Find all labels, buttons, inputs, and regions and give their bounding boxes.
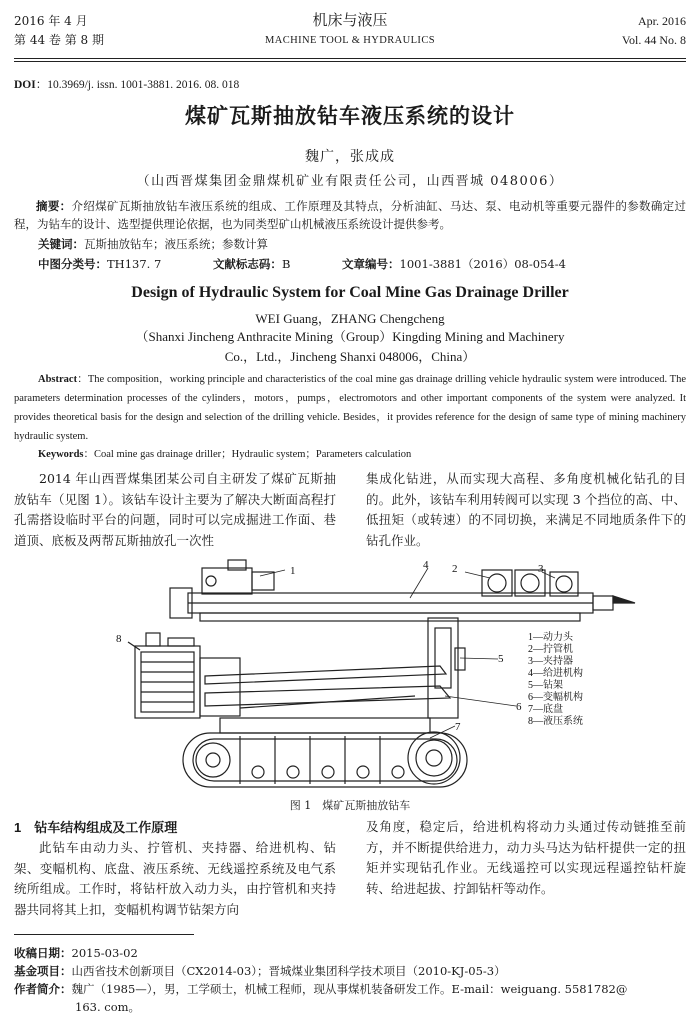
intro-paragraph-right: 集成化钻进，从而实现大高程、多角度机械化钻孔的目的。此外，该钻车利用转阀可以实现 3 个挡位的高、中、低扭矩（或转速）的不同切换，来满足不同地质条件下的钻孔作业。 [366,471,686,548]
authors-en: WEI Guang，ZHANG Chengcheng [255,311,445,326]
footnote-received [14,944,686,962]
article-no-value: 1001-3881（2016）08-054-4 [399,257,566,271]
abstract-cn-text: 介绍煤矿瓦斯抽放钻车液压系统的组成、工作原理及其特点，分析油缸、马达、泵、电动机等重要元器件的参数确定过程，为钻车的设计、选型提供理论依据，也为同类型矿山机械液压系统设计提供参考。 [14,199,687,231]
callout-4: 4 [423,559,429,571]
crawler-chassis [183,718,467,787]
paper-title-cn: 煤矿瓦斯抽放钻车液压系统的设计 [185,103,515,128]
footnote-author [14,980,686,998]
clc-value: TH137. 7 [107,257,162,271]
volume-cn: 第 44 卷 第 8 期 [14,33,104,47]
journal-name-en: MACHINE TOOL & HYDRAULICS [265,35,435,46]
legend-item-4: 4—给进机构 [528,668,583,679]
doc-code-item [213,257,314,271]
affiliation-en-line-1: （Shanxi Jincheng Anthracite Mining（Group）Kingding Mining and Machinery [135,329,565,344]
fund-label: 基金项目： [14,964,72,978]
author-bio-label: 作者简介： [14,982,72,996]
legend-item-8: 8—液压系统 [528,716,583,727]
callout-6: 6 [516,701,522,713]
volume-en: Vol. 44 No. 8 [621,33,686,47]
keywords-en-text: ：Coal mine gas drainage driller；Hydraulic system；Parameters calculation [83,449,412,460]
figure-caption: 图 1 煤矿瓦斯抽放钻车 [289,799,411,812]
doi-label: DOI [14,79,36,91]
issue-date-en: Apr. 2016 [638,14,686,28]
issue-date-cn: 2016 年 4 月 [14,14,88,28]
callout-5: 5 [498,653,504,665]
keywords-cn-text: 瓦斯抽放钻车；液压系统；参数计算 [84,237,268,251]
drilling-rig-figure [110,558,640,788]
callout-2: 2 [452,563,458,575]
classification-line [38,256,614,272]
power-head [202,560,274,594]
section-1-paragraph-left: 此钻车由动力头、拧管机、夹持器、给进机构、钻架、变幅机构、底盘、液压系统、无线遥控系统及电气系统所组成。工作时，将钻杆放入动力头，由拧管机和夹持器共同将其上扣，变幅机构调节钻架方向 [14,840,336,917]
footnote-fund [14,962,686,980]
section-1-heading: 1 钻车结构组成及工作原理 [14,820,178,835]
clc-label: 中图分类号： [38,257,107,271]
clc-item [38,257,185,271]
abstract-cn [14,197,686,233]
abstract-en-text: ：The composition，working principle and characteristics of the coal mine gas drainage drilling vehicle hydraulic system were introduced. The parameters determination processes of the cylinders，motors，pumps，electromotors and other important components of the system were analyzed. It provides theoretical basis for the design and selection of the drilling vehicle. Besides，it provides reference for the design of same type of mining machinery hydraulic system. [14,374,686,442]
affiliation-en-line-2: Co.，Ltd.，Jincheng Shanxi 048006，China） [224,349,476,364]
footnote-author-cont: 163. com。 [75,1000,141,1014]
doi-line [14,76,239,92]
figure-legend [528,630,583,727]
header-right [622,12,686,50]
article-no-label: 文章编号： [342,257,400,271]
doi-value: ：10.3969/j. issn. 1001-3881. 2016. 08. 018 [35,79,240,91]
keywords-en [38,446,411,461]
callout-8: 8 [116,633,122,645]
feed-mechanism [170,588,635,621]
keywords-cn-label: 关键词： [38,237,84,251]
legend-item-7: 7—底盘 [528,704,563,715]
fund-text: 山西省技术创新项目（CX2014-03）；晋城煤业集团科学技术项目（2010-KJ-05-3） [71,964,506,978]
author-bio-text: 魏广（1985—），男，工学硕士，机械工程师，现从事煤机装备研发工作。E-mail：weiguang. 5581782@ [71,982,628,996]
keywords-cn [38,236,268,252]
abstract-en [14,370,686,446]
authors-cn: 魏广，张成成 [305,149,395,165]
received-label: 收稿日期： [14,946,72,960]
luffing-mechanism [205,666,450,708]
drill-frame [428,618,465,718]
callout-3: 3 [538,563,544,575]
header-center [200,10,500,50]
callout-7: 7 [455,721,461,733]
legend-item-2: 2—拧管机 [528,644,573,655]
header-left [14,12,104,50]
legend-item-6: 6—变幅机构 [528,692,583,703]
section-1-paragraph-right: 及角度，稳定后，给进机构将动力头通过传动链推至前方，并不断提供给进力，动力头马达为钻杆提供一定的扭矩并实现钻孔作业。无线遥控可以实现远程遥控钻杆旋转、给进起拔、拧卸钻杆等动作。 [366,819,686,896]
paper-title-en: Design of Hydraulic System for Coal Mine Gas Drainage Driller [131,284,569,301]
journal-name-cn: 机床与液压 [312,11,388,29]
footnote-rule [14,934,194,935]
callout-1: 1 [290,565,296,577]
header-rule [14,58,686,59]
affiliation-en [0,327,700,367]
affiliation-cn: （山西晋煤集团金鼎煤机矿业有限责任公司，山西晋城 048006） [136,174,564,189]
header-rule-thin [14,61,686,62]
abstract-en-label: Abstract [38,374,78,385]
intro-paragraph-left: 2014 年山西晋煤集团某公司自主研发了煤矿瓦斯抽放钻车（见图 1）。该钻车设计主要为了解决大断面高程打孔需搭设临时平台的问题，同时可以完成掘进工作面、巷道顶、底板及两帮瓦斯抽放孔一次性 [14,471,336,548]
legend-item-5: 5—钻架 [528,680,563,691]
article-no-item [342,257,590,271]
received-date: 2015-03-02 [71,946,138,960]
legend-item-1: 1—动力头 [528,632,573,643]
keywords-en-label: Keywords [38,449,84,460]
doc-code-label: 文献标志码： [212,257,282,271]
pipe-spinner-and-clamp [482,570,578,596]
abstract-cn-label: 摘要： [36,199,72,213]
legend-item-3: 3—夹持器 [528,656,573,667]
doc-code-value: B [281,257,291,271]
